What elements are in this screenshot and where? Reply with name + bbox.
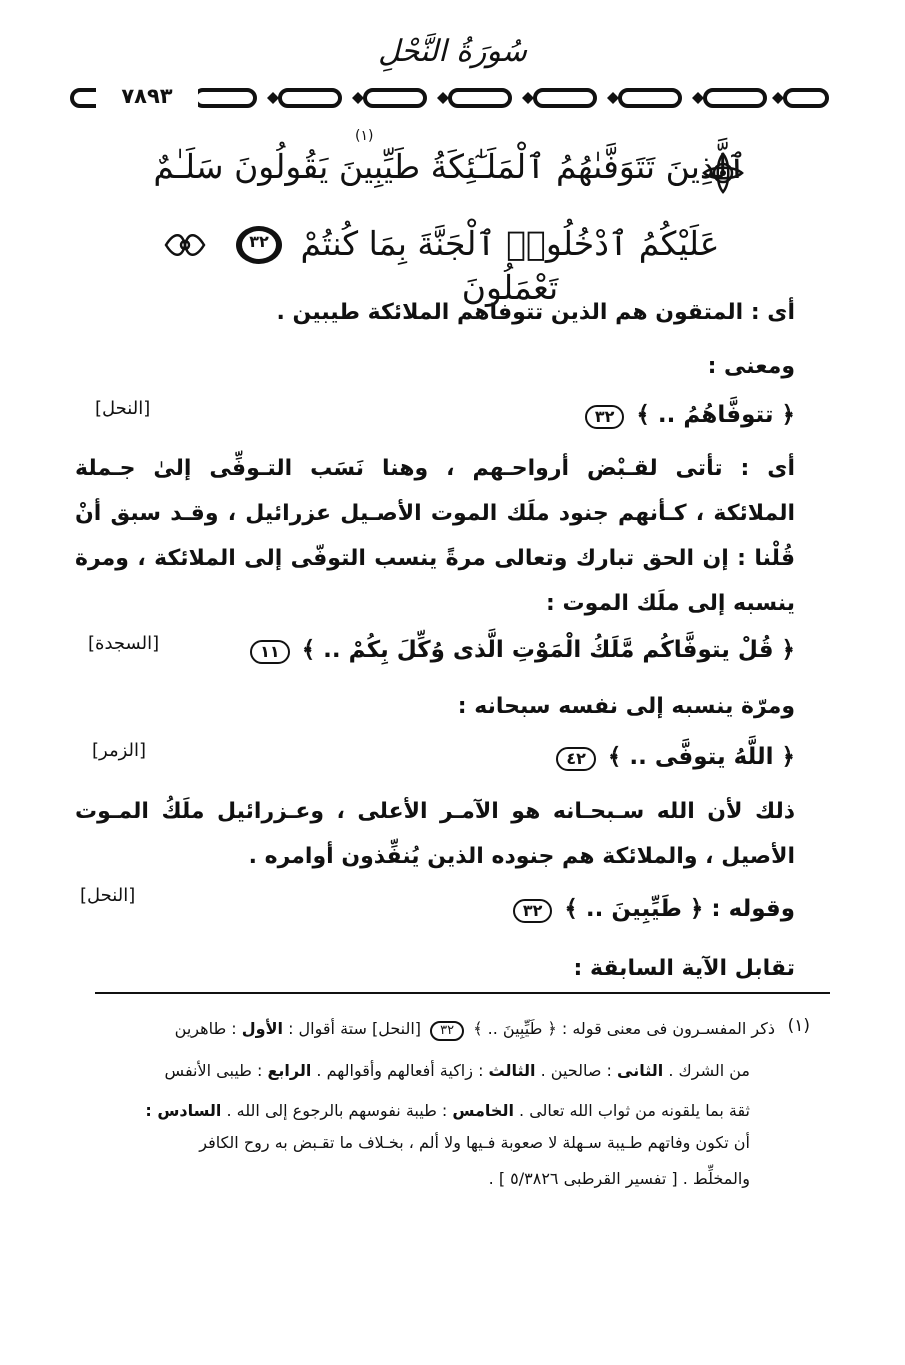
footnote-keyword-first: الأول: [241, 1019, 283, 1038]
quote-2-text: ﴿ قُلْ يتوفَّاكُم مَّلَكُ الْمَوْتِ الَّذى وُكِّلَ بِكُمْ .. ﴾: [301, 637, 795, 663]
floral-ornament-icon: [162, 222, 208, 268]
footnote-divider: [95, 992, 830, 994]
paragraph-4: ومرّة ينسبه إلى نفسه سبحانه :: [457, 694, 795, 719]
footnote-keyword-second: الثانى: [617, 1061, 664, 1080]
paragraph-3-line-1: أى : تأتى لقـبْض أرواحـهم ، وهنا نَسَب التـوفِّى إلىٰ جـملة: [75, 456, 795, 481]
page-number: ٧٨٩٣: [96, 84, 198, 108]
paragraph-5-line-1: ذلك لأن الله سـبحـانه هو الآمـر الأعلى ، وعـزرائيل ملَكُ المـوت: [75, 799, 795, 824]
quote-4-prefix: وقوله :: [711, 896, 795, 922]
paragraph-5-line-2: الأصيل ، والملائكة هم جنوده الذين يُنفِّذون أوامره .: [248, 844, 795, 869]
paragraph-7: تقابل الآية السابقة :: [573, 956, 795, 981]
quote-1: [535, 398, 795, 432]
citation-4: [النحل]: [80, 885, 136, 906]
verse-line-1: [150, 145, 750, 189]
paragraph-3-line-3: قُلْنا : إن الحق تبارك وتعالى مرةً ينسب التوفّى إلى الملائكة ، ومرة: [75, 546, 795, 571]
quote-3: [535, 740, 795, 774]
footnote-line-2-part-d: : طيبى الأنفس: [164, 1061, 263, 1080]
quote-4-text: ﴿ طَيِّبِينَ .. ﴾: [564, 896, 704, 922]
footnote-line-1-ayah: ٣٢: [430, 1021, 464, 1041]
footnote-number: (١): [787, 1016, 810, 1036]
footnote-line-1-part-c: : طاهرين: [174, 1019, 237, 1038]
paragraph-3-line-4: ينسبه إلى ملَك الموت :: [546, 591, 795, 616]
paragraph-2: ومعنى :: [707, 354, 795, 379]
quote-2-ayah: ١١: [250, 640, 290, 664]
citation-3: [الزمر]: [92, 740, 147, 761]
footnote-line-3-part-a: ثقة بما يلقونه من ثواب الله تعالى .: [519, 1101, 750, 1120]
paragraph-3-line-2: الملائكة ، كـأنهم جنود ملَك الموت الأصـيل عزرائيل ، وقـد سبق أنْ: [75, 501, 795, 526]
verse-text-1: ٱلَّذِينَ تَتَوَفَّىٰهُمُ ٱلْمَلَـٰٓئِكَةُ طَيِّبِينَ يَقُولُونَ سَلَـٰمٌ: [153, 147, 747, 186]
footnote-keyword-third: الثالث: [488, 1061, 536, 1080]
footnote-line-2-part-c: : زاكية أفعالهم وأقوالهم .: [316, 1061, 484, 1080]
footnote-line-4: أن تكون وفاتهم طـيبة سـهلة لا صعوبة فـيها ولا ألم ، بخـلاف ما تقـبض به روح الكافر: [199, 1133, 750, 1152]
footnote-line-2-part-b: : صالحين .: [540, 1061, 612, 1080]
surah-title: سُورَةُ النَّحْلِ: [378, 34, 527, 69]
verse-text-2: عَلَيْكُمُ ٱدْخُلُوا۟ ٱلْجَنَّةَ بِمَا كُنتُمْ تَعْمَلُونَ: [300, 224, 720, 307]
paragraph-1: أى : المتقون هم الذين تتوفاهم الملائكة طيبين .: [276, 300, 795, 325]
footnote-line-5: والمخلِّط . [ تفسير القرطبى ٥/٣٨٢٦ ] .: [488, 1169, 750, 1188]
footnote-line-1-part-a: ذكر المفسـرون فى معنى قوله : ﴿ طَيِّبِينَ .. ﴾: [473, 1019, 775, 1038]
quote-1-text: ﴿ تتوفَّاهُمُ .. ﴾: [636, 402, 795, 428]
quote-3-text: ﴿ اللَّهُ يتوفَّى .. ﴾: [607, 744, 795, 770]
footnote-line-2-part-a: من الشرك .: [668, 1061, 750, 1080]
footnote-keyword-sixth: السادس :: [145, 1101, 222, 1120]
footnote-marker: (١): [355, 128, 374, 144]
footnote-line-2: [110, 1058, 750, 1084]
quote-2: [235, 633, 795, 667]
ayah-number: ٣٢: [249, 232, 269, 251]
quote-3-ayah: ٤٢: [556, 747, 596, 771]
footnote-line-3: [110, 1098, 750, 1124]
quote-1-ayah: ٣٢: [585, 405, 625, 429]
citation-2: [السجدة]: [88, 633, 160, 654]
footnote-line-1: [115, 1016, 775, 1042]
footnote-keyword-fourth: الرابع: [267, 1061, 312, 1080]
footnote-keyword-fifth: الخامس: [452, 1101, 514, 1120]
quote-4-ayah: ٣٢: [513, 899, 553, 923]
footnote-line-1-part-b: [النحل] ستة أقوال :: [288, 1019, 422, 1038]
citation-1: [النحل]: [95, 398, 151, 419]
quote-4: [465, 892, 795, 926]
footnote-line-3-part-b: : طيبة نفوسهم بالرجوع إلى الله .: [226, 1101, 448, 1120]
